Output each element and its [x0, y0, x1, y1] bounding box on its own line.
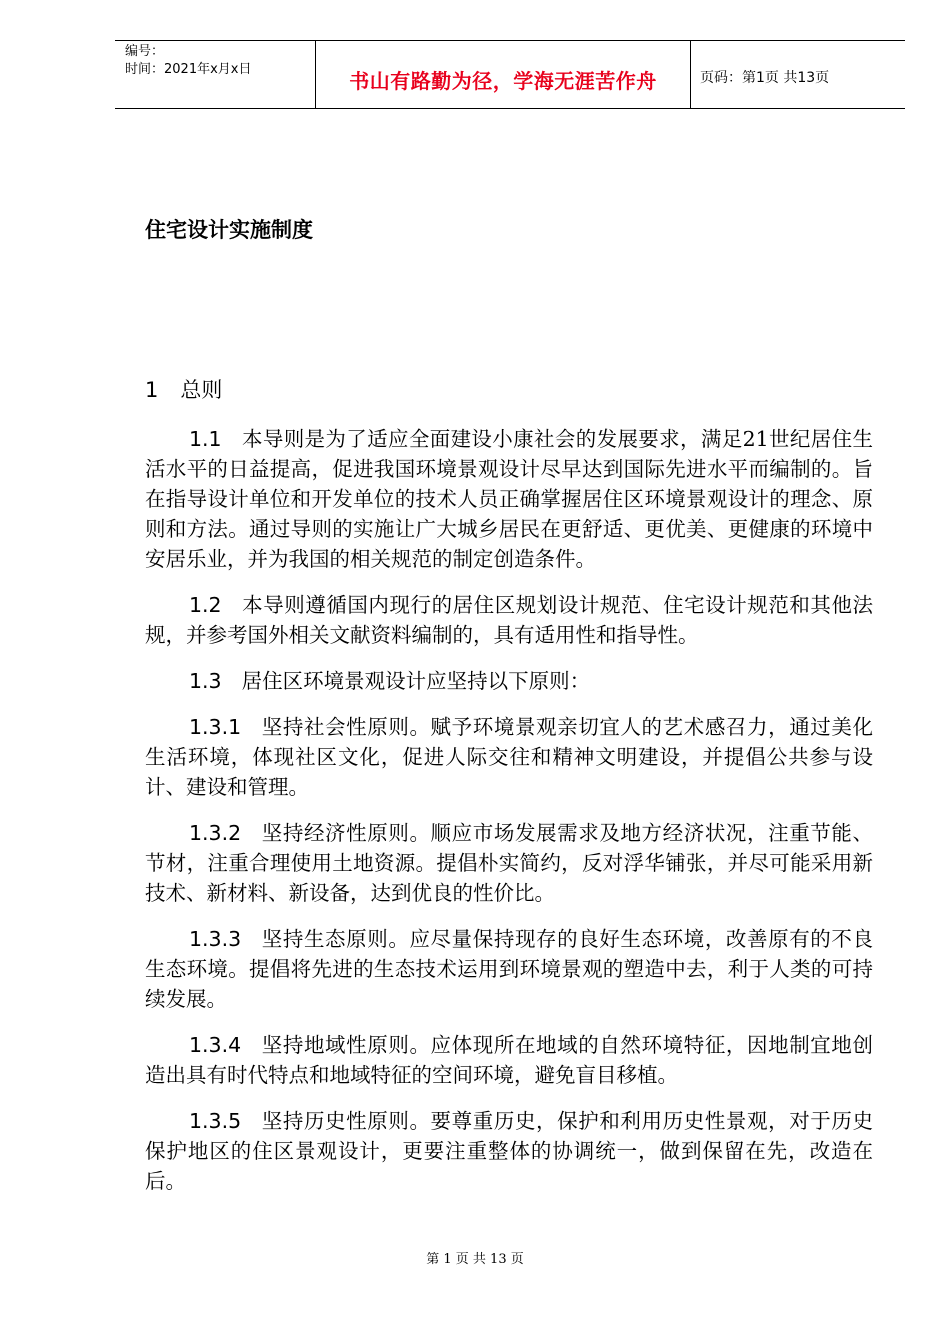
paragraph — [145, 666, 873, 696]
paragraph — [145, 424, 873, 574]
section-heading — [145, 374, 222, 404]
header-motto-cell — [315, 41, 691, 108]
paragraph — [145, 1030, 873, 1090]
page-code: 页码：第1页 共13页 — [700, 70, 830, 86]
header-info-cell — [115, 41, 315, 108]
document-title: 住宅设计实施制度 — [145, 218, 313, 242]
paragraph-text: 坚持经济性原则。顺应市场发展需求及地方经济状况，注重节能、节材，注重合理使用土地资源。提倡朴实简约，反对浮华铺张，并尽可能采用新技术、新材料、新设备，达到优良的性价比。 — [145, 821, 873, 905]
paragraph — [145, 712, 873, 802]
paragraph-text: 坚持历史性原则。要尊重历史，保护和利用历史性景观，对于历史保护地区的住区景观设计，更要注重整体的协调统一，做到保留在先，改造在后。 — [145, 1109, 873, 1193]
section-title: 总则 — [180, 378, 223, 402]
paragraph-number: 1.3.4 — [189, 1033, 242, 1057]
motto: 书山有路勤为径，学海无涯苦作舟 — [349, 69, 657, 93]
section-number: 1 — [145, 378, 159, 402]
paragraph-number: 1.3.2 — [189, 821, 242, 845]
document-body — [145, 424, 873, 1212]
paragraph — [145, 590, 873, 650]
paragraph-number: 1.3 — [189, 669, 222, 693]
paragraph-text: 本导则遵循国内现行的居住区规划设计规范、住宅设计规范和其他法规，并参考国外相关文献资料编制的，具有适用性和指导性。 — [145, 593, 873, 647]
paragraph-number: 1.2 — [189, 593, 222, 617]
paragraph-number: 1.3.1 — [189, 715, 242, 739]
paragraph-text: 居住区环境景观设计应坚持以下原则： — [241, 669, 591, 693]
header-table — [115, 40, 905, 109]
paragraph — [145, 924, 873, 1014]
header-page-cell — [690, 41, 905, 108]
paragraph — [145, 1106, 873, 1196]
page-footer: 第 1 页 共 13 页 — [426, 1252, 524, 1267]
paragraph-text: 本导则是为了适应全面建设小康社会的发展要求，满足21世纪居住生活水平的日益提高，促进我国环境景观设计尽早达到国际先进水平而编制的。旨在指导设计单位和开发单位的技术人员正确掌握居住区环境景观设计的理念、原则和方法。通过导则的实施让广大城乡居民在更舒适、更优美、更健康的环境中安居乐业，并为我国的相关规范的制定创造条件。 — [145, 427, 873, 571]
paragraph-text: 坚持生态原则。应尽量保持现存的良好生态环境，改善原有的不良生态环境。提倡将先进的生态技术运用到环境景观的塑造中去，利于人类的可持续发展。 — [145, 927, 873, 1011]
paragraph-number: 1.3.3 — [189, 927, 242, 951]
paragraph — [145, 818, 873, 908]
date-line: 时间：2021年x月x日 — [125, 62, 252, 77]
serial-number-label: 编号： — [125, 44, 165, 59]
paragraph-number: 1.3.5 — [189, 1109, 242, 1133]
paragraph-text: 坚持地域性原则。应体现所在地域的自然环境特征，因地制宜地创造出具有时代特点和地域特征的空间环境，避免盲目移植。 — [145, 1033, 873, 1087]
paragraph-number: 1.1 — [189, 427, 222, 451]
paragraph-text: 坚持社会性原则。赋予环境景观亲切宜人的艺术感召力，通过美化生活环境，体现社区文化，促进人际交往和精神文明建设，并提倡公共参与设计、建设和管理。 — [145, 715, 873, 799]
